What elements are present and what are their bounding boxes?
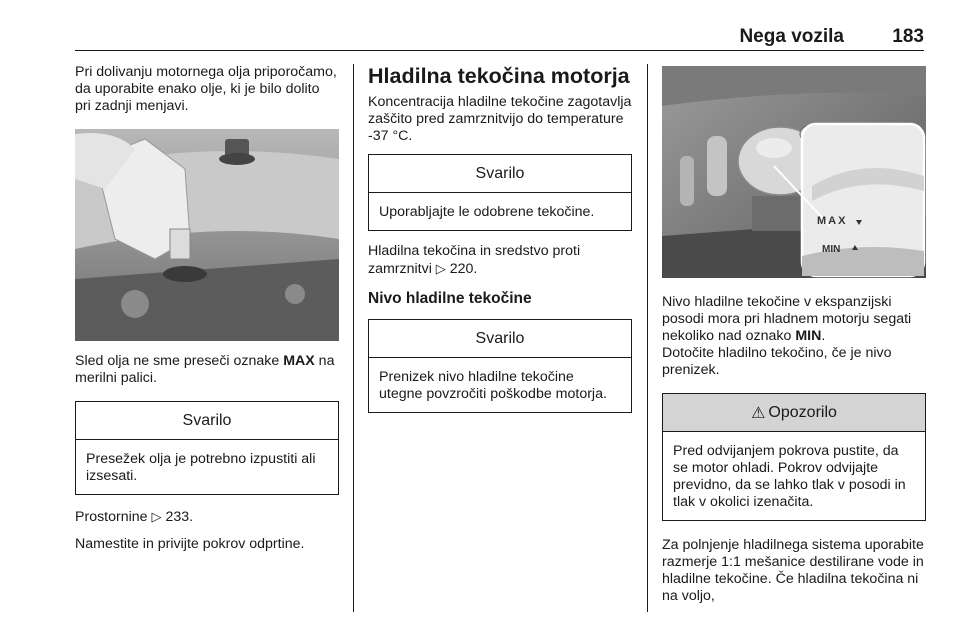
- filling-text: Za polnjenje hladilnega sistema uporabite razmerje 1:1 mešanice destilirane vode in hladilne tekočine. Če hladilna tekočina ni na voljo,: [662, 537, 924, 604]
- capacity-page-link[interactable]: 233.: [165, 509, 194, 525]
- page-number: 183: [892, 26, 924, 47]
- max-mark-text: Sled olja ne sme preseči oznake MAX na merilni palici.: [75, 353, 335, 386]
- warning-box: [662, 393, 926, 521]
- oil-notice-body: Presežek olja je potrebno izpustiti ali izsesati.: [86, 451, 316, 484]
- coolant-notice-2-body: Prenizek nivo hladilne tekočine utegne povzročiti poškodbe motorja.: [379, 369, 607, 402]
- coolant-level-text: Nivo hladilne tekočine v ekspanzijski posodi mora pri hladnem motorju segati nekoliko nad oznako MIN.: [662, 294, 912, 344]
- page-header: [75, 26, 924, 51]
- column-2: [368, 64, 632, 413]
- oil-notice-title: Svarilo: [76, 402, 338, 440]
- coolant-notice-1-body: Uporabljajte le odobrene tekočine.: [379, 204, 595, 220]
- min-mark-label: MIN: [795, 328, 822, 344]
- capacity-reference: Prostornine ▷ 233.: [75, 509, 194, 525]
- coolant-notice-2-title: Svarilo: [369, 320, 631, 358]
- column-divider-2: [647, 64, 648, 612]
- coolant-notice-box-2: [368, 319, 632, 413]
- antifreeze-page-link[interactable]: 220.: [449, 261, 478, 277]
- warning-body: Pred odvijanjem pokrova pustite, da se motor ohladi. Pokrov odvijajte previdno, da se lahko tlak v posodi in tlak v okolici izenačita.: [673, 443, 906, 510]
- min-marker-text: MIN: [822, 244, 841, 255]
- oil-intro-text: Pri dolivanju motornega olja priporočamo, da uporabite enako olje, ki je bilo dolito pri zadnji menjavi.: [75, 64, 337, 114]
- warning-triangle-icon: ⚠: [751, 404, 766, 422]
- max-mark-label: MAX: [283, 353, 315, 369]
- coolant-title: Hladilna tekočina motorja: [368, 64, 630, 88]
- coolant-tank-image: [662, 66, 926, 278]
- oil-filling-image: [75, 129, 339, 341]
- coolant-intro: Koncentracija hladilne tekočine zagotavlja zaščito pred zamrznitvijo do temperature -37 °C.: [368, 94, 632, 144]
- warning-title-row: [663, 394, 925, 432]
- antifreeze-reference: Hladilna tekočina in sredstvo proti zamrznitvi ▷ 220.: [368, 243, 581, 277]
- column-divider-1: [353, 64, 354, 612]
- coolant-notice-box-1: [368, 154, 632, 231]
- top-up-text: Dotočite hladilno tekočino, če je nivo prenizek.: [662, 345, 892, 378]
- warning-title: Opozorilo: [768, 403, 837, 421]
- column-3: [662, 64, 926, 605]
- oil-notice-box: [75, 401, 339, 495]
- max-marker-text: MAX: [817, 215, 848, 227]
- coolant-level-heading: Nivo hladilne tekočine: [368, 290, 532, 307]
- section-title: Nega vozila: [739, 26, 844, 47]
- coolant-notice-1-title: Svarilo: [369, 155, 631, 193]
- closing-text: Namestite in privijte pokrov odprtine.: [75, 536, 305, 552]
- triangle-reference-icon: ▷: [151, 509, 162, 524]
- triangle-reference-icon: ▷: [435, 261, 446, 276]
- column-1: [75, 64, 339, 553]
